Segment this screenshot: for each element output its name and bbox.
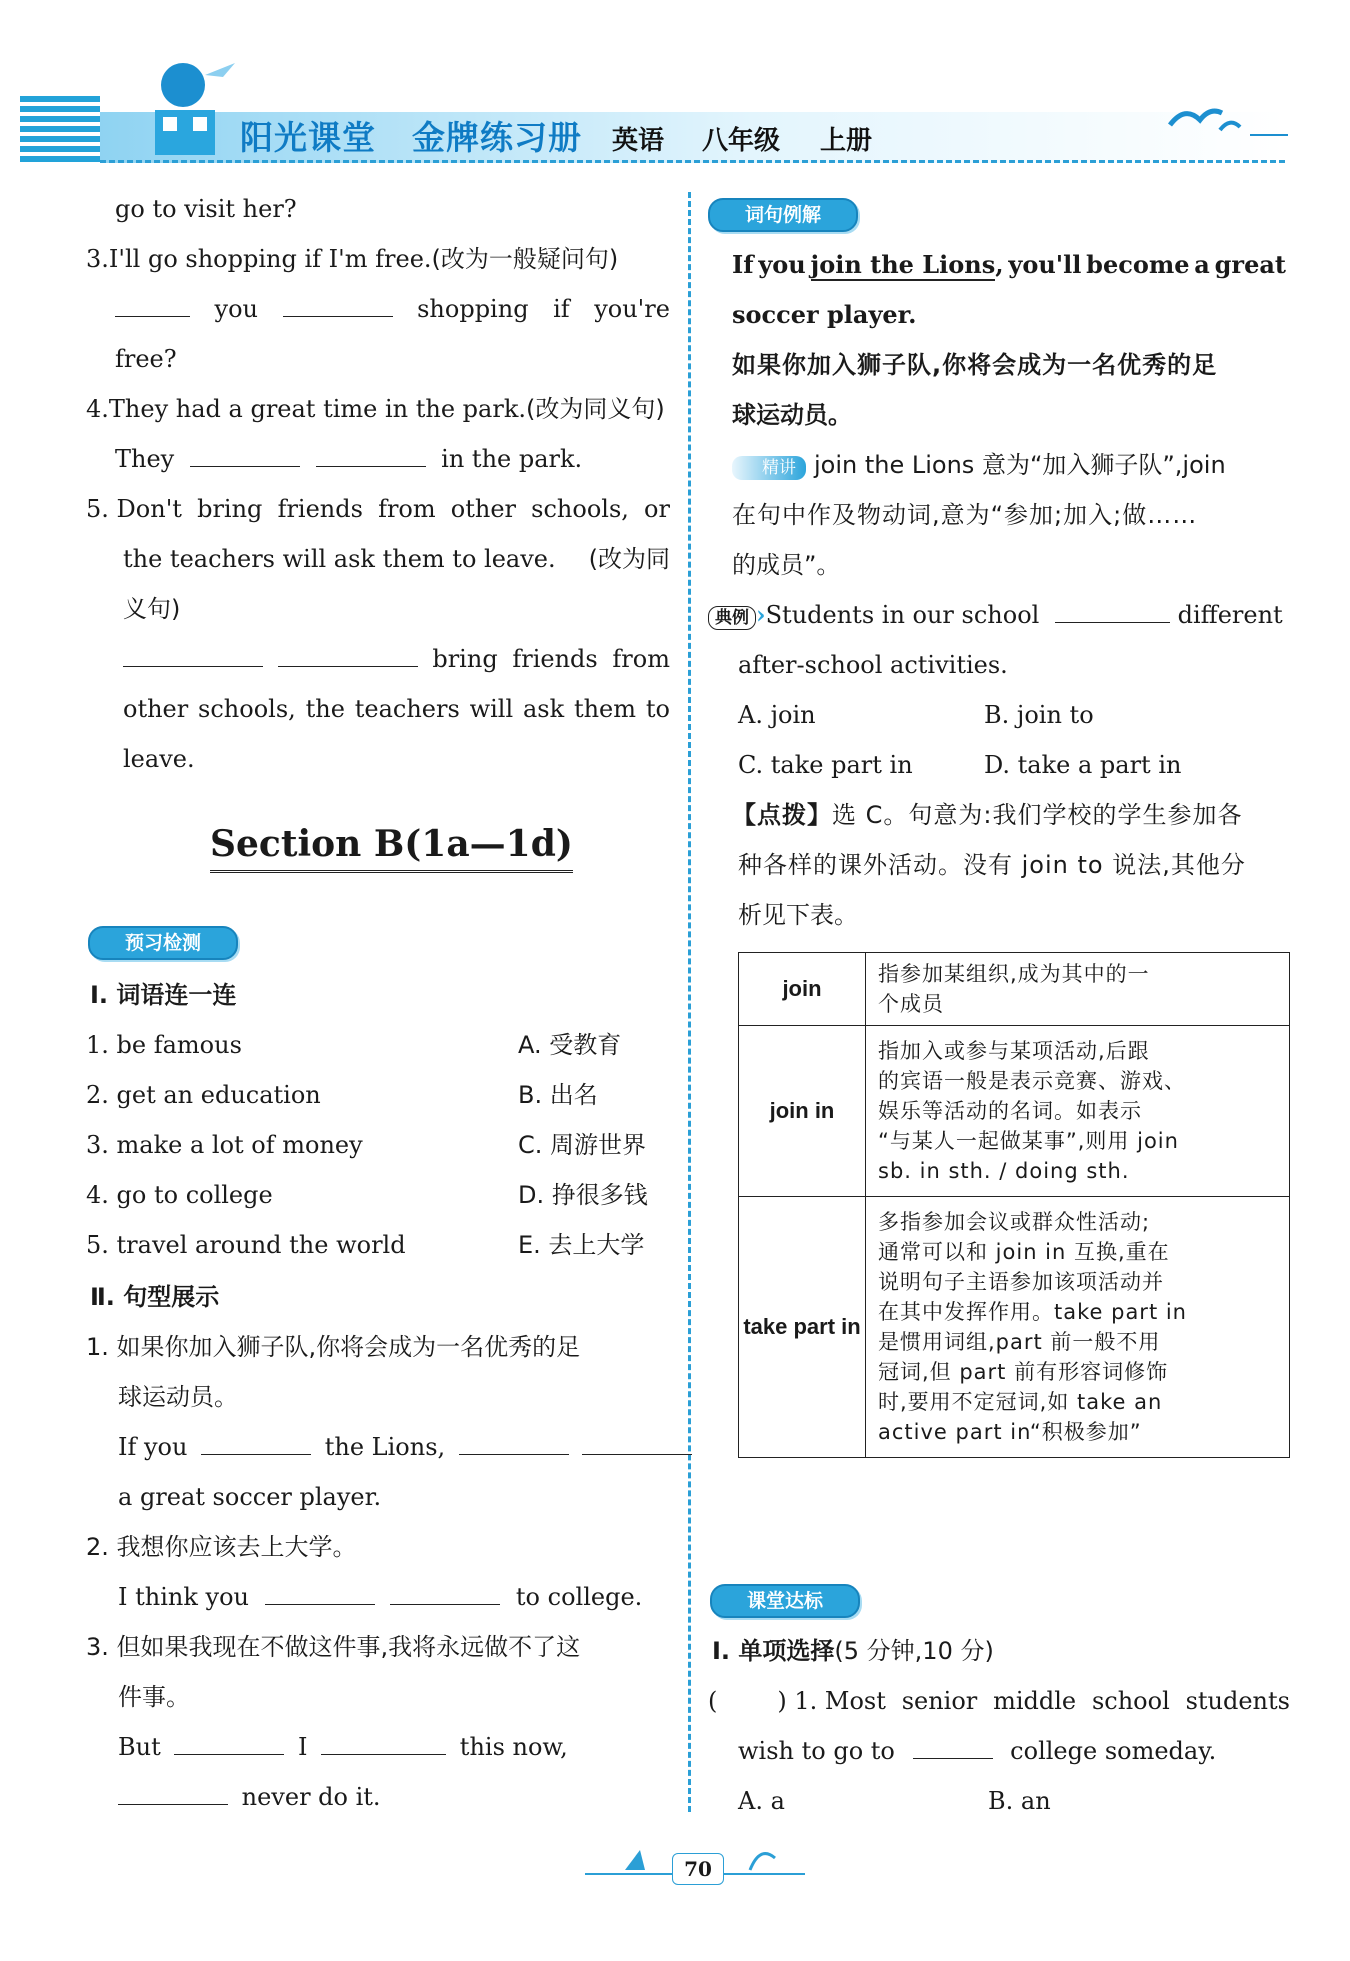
s3-blank-3[interactable] <box>118 1782 228 1805</box>
table-row <box>739 953 1290 1026</box>
s3-cn-line1: 3. 但如果我现在不做这件事,我将永远做不了这 <box>86 1633 581 1661</box>
header-volume: 上册 <box>820 126 873 156</box>
q4-blank-1[interactable] <box>190 444 300 467</box>
table-desc: 多指参加会议或群众性活动; 通常可以和 join in 互换,重在 说明句子主语参加该项活动并 在其中发挥作用。take part in 是惯用词组,part 前一般不用 冠词,但 part 前有形容词修饰 时,要用不定冠词,如 take an active part in“积极参加” <box>866 1197 1290 1458</box>
q4-line2: They in the park. <box>115 445 583 473</box>
match-right-4: D. 挣很多钱 <box>518 1181 648 1209</box>
s2-blank-2[interactable] <box>390 1582 500 1605</box>
q3-line3: free? <box>115 345 177 373</box>
s1-cn-line1: 1. 如果你加入狮子队,你将会成为一名优秀的足 <box>86 1333 581 1361</box>
q5-line5: other schools, the teachers will ask them to <box>123 695 670 723</box>
header-stripes <box>20 96 100 166</box>
s3-en-line1: But I this now, <box>118 1733 568 1761</box>
brand-name-2: 金牌练习册 <box>412 118 582 157</box>
mc-q1-line2: wish to go to college someday. <box>738 1737 1217 1765</box>
table-desc: 指参加某组织,成为其中的一 个成员 <box>866 953 1290 1026</box>
match-left-4: 4. go to college <box>86 1181 273 1209</box>
header-grade: 八年级 <box>702 126 781 156</box>
q5-blank-1[interactable] <box>123 644 263 667</box>
s1-blank-1[interactable] <box>201 1432 311 1455</box>
comparison-table <box>738 952 1290 1458</box>
jingjiang-line2: 在句中作及物动词,意为“参加;加入;做…… <box>732 501 1198 529</box>
table-term: take part in <box>739 1197 866 1458</box>
option-d[interactable]: D. take a part in <box>984 751 1182 779</box>
q5-blank-2[interactable] <box>278 644 418 667</box>
match-left-3: 3. make a lot of money <box>86 1131 363 1159</box>
s3-blank-1[interactable] <box>174 1732 284 1755</box>
dianbo-line2: 种各样的课外活动。没有 join to 说法,其他分 <box>738 851 1246 879</box>
section-title: Section B(1a—1d) <box>210 822 573 873</box>
q5-line2: the teachers will ask them to leave. (改为同 <box>123 545 670 573</box>
option-a[interactable]: A. join <box>738 701 816 729</box>
jingjiang-line1: 精讲 join the Lions 意为“加入狮子队”,join <box>732 450 1226 480</box>
q3-blank-1[interactable] <box>115 294 190 317</box>
s1-en-line2: a great soccer player. <box>118 1483 382 1511</box>
match-right-3: C. 周游世界 <box>518 1131 647 1159</box>
q5-line3: 义句) <box>123 595 181 623</box>
s2-blank-1[interactable] <box>265 1582 375 1605</box>
birds-icon <box>1160 95 1290 145</box>
q2-continuation: go to visit her? <box>115 195 297 223</box>
table-term: join in <box>739 1026 866 1197</box>
option-c[interactable]: C. take part in <box>738 751 913 779</box>
sec1-title: Ⅰ. 单项选择(5 分钟,10 分) <box>712 1637 994 1665</box>
q3-line1: 3.I'll go shopping if I'm free.(改为一般疑问句) <box>86 245 619 273</box>
s2-en: I think you to college. <box>118 1583 643 1611</box>
header-illustration-icon <box>135 55 240 160</box>
q4-blank-2[interactable] <box>316 444 426 467</box>
table-term: join <box>739 953 866 1026</box>
q1-blank[interactable] <box>913 1736 993 1759</box>
dianli-blank[interactable] <box>1055 600 1170 623</box>
column-divider <box>688 192 691 1812</box>
dianli-tag: 典例 <box>708 606 756 630</box>
brand-name-1: 阳光课堂 <box>240 118 376 157</box>
match-right-1: A. 受教育 <box>518 1031 622 1059</box>
tag-example: 词句例解 <box>708 198 858 232</box>
example-cn-line1: 如果你加入狮子队,你将会成为一名优秀的足 <box>732 351 1218 379</box>
match-left-2: 2. get an education <box>86 1081 321 1109</box>
s3-cn-line2: 件事。 <box>118 1683 190 1711</box>
table-row <box>739 1197 1290 1458</box>
match-left-5: 5. travel around the world <box>86 1231 406 1259</box>
dianli-line1: 典例 ›Students in our school different <box>708 600 1283 630</box>
mc-q1-line1: ( ) 1. Most senior middle school students <box>708 1687 1290 1715</box>
q4-line1: 4.They had a great time in the park.(改为同义句) <box>86 395 665 423</box>
s3-en-line2: never do it. <box>118 1782 381 1812</box>
s1-cn-line2: 球运动员。 <box>118 1383 238 1411</box>
tag-class: 课堂达标 <box>710 1584 860 1618</box>
dianbo-line1: 【点拨】选 C。句意为:我们学校的学生参加各 <box>732 801 1243 829</box>
q5-line6: leave. <box>123 745 195 773</box>
part1-title: Ⅰ. 词语连一连 <box>90 981 237 1009</box>
match-left-1: 1. be famous <box>86 1031 242 1059</box>
match-right-5: E. 去上大学 <box>518 1231 645 1259</box>
q3-blank-2[interactable] <box>283 294 393 317</box>
header-subject: 英语 <box>612 126 665 156</box>
s1-en-line1: If you the Lions, <box>118 1432 692 1462</box>
q5-line4: bring friends from <box>123 644 670 674</box>
table-row <box>739 1026 1290 1197</box>
s1-blank-3[interactable] <box>582 1432 692 1455</box>
part2-title: Ⅱ. 句型展示 <box>90 1283 220 1311</box>
page-number: 70 <box>672 1853 724 1885</box>
tag-preview: 预习检测 <box>88 926 238 960</box>
s1-blank-2[interactable] <box>459 1432 569 1455</box>
example-en-line2: soccer player. <box>732 300 917 329</box>
s2-cn: 2. 我想你应该去上大学。 <box>86 1533 357 1561</box>
dianli-line2: after-school activities. <box>738 651 1008 679</box>
match-right-2: B. 出名 <box>518 1081 598 1109</box>
dianbo-line3: 析见下表。 <box>738 901 858 929</box>
example-en-line1: If you join the Lions, you'll become a great <box>732 250 1286 279</box>
option-b[interactable]: B. join to <box>984 701 1094 729</box>
example-cn-line2: 球运动员。 <box>732 401 852 429</box>
jingjiang-tag: 精讲 <box>732 456 806 480</box>
jingjiang-line3: 的成员”。 <box>732 551 841 579</box>
q5-line1: 5. Don't bring friends from other schools, or <box>86 495 670 523</box>
q1-option-a[interactable]: A. a <box>738 1787 785 1815</box>
s3-blank-2[interactable] <box>321 1732 446 1755</box>
q1-option-b[interactable]: B. an <box>988 1787 1051 1815</box>
table-desc: 指加入或参与某项活动,后跟 的宾语一般是表示竞赛、游戏、 娱乐等活动的名词。如表示 “与某人一起做某事”,则用 join sb. in sth. / doing sth. <box>866 1026 1290 1197</box>
q3-line2: you shopping if you're <box>115 294 670 324</box>
